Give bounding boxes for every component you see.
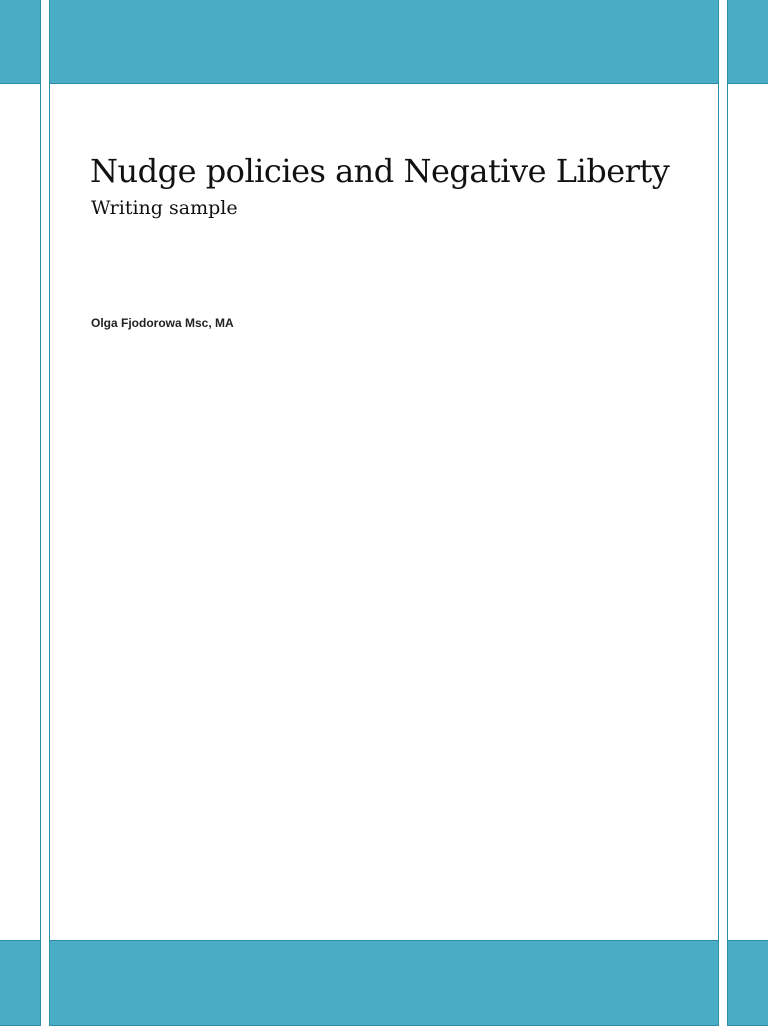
left-vertical-rule <box>40 0 41 1024</box>
right-vertical-rule <box>727 0 728 1024</box>
page-right-rule <box>718 0 719 1024</box>
page-left-rule <box>49 0 50 1024</box>
right-bottom-band <box>727 940 768 1026</box>
header-band <box>49 0 719 84</box>
document-subtitle: Writing sample <box>91 197 238 219</box>
left-top-band <box>0 0 41 84</box>
document-title: Nudge policies and Negative Liberty <box>90 152 670 190</box>
left-bottom-band <box>0 940 41 1026</box>
footer-band <box>49 940 719 1026</box>
right-top-band <box>727 0 768 84</box>
document-author: Olga Fjodorowa Msc, MA <box>91 316 234 330</box>
